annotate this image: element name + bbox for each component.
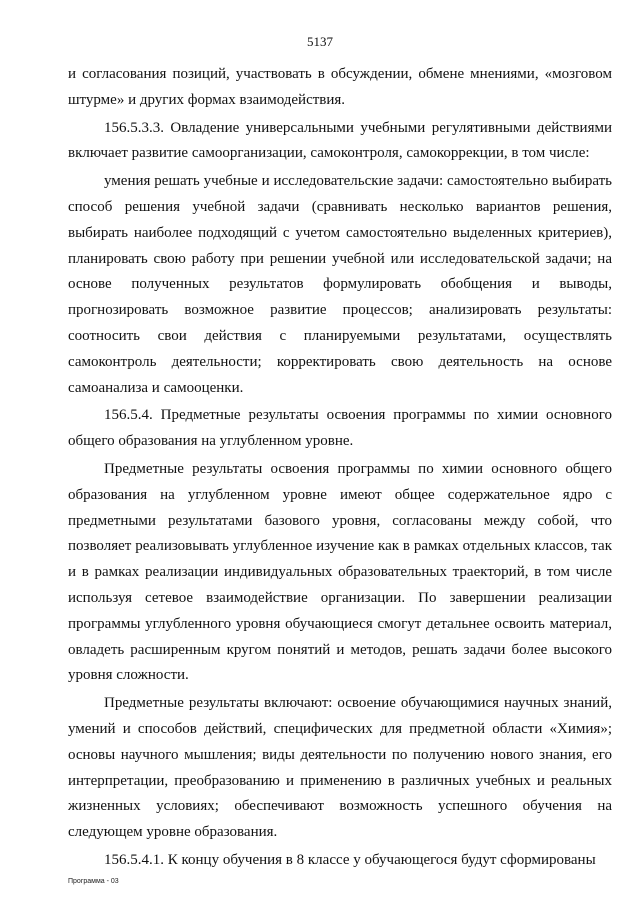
paragraph-results-include: Предметные результаты включают: освоение обучающимися научных знаний, умений и способов действий, специфических для предметной области «Химия»; основы научного мышления; виды деятельности по получению нового знания, его интерпретации, преобразованию и применению в различных учебных и реальных жизненных условиях; обеспечивают возможность успешного обучения на следующем уровне образования.	[68, 695, 612, 841]
document-body	[68, 62, 612, 874]
paragraph-continuation: и согласования позиций, участвовать в обсуждении, обмене мнениями, «мозговом штурме» и других формах взаимодействия.	[68, 66, 612, 108]
paragraph-156-5-3-3: 156.5.3.3. Овладение универсальными учебными регулятивными действиями включает развитие самоорганизации, самоконтроля, самокоррекции, в том числе:	[68, 119, 612, 162]
paragraph-skills-list: умения решать учебные и исследовательские задачи: самостоятельно выбирать способ решения учебной задачи (сравнивать несколько вариантов решения, выбирать наиболее подходящий с учетом самостоятельно выделенных критериев), планировать свою работу при решении учебной или исследовательской задачи; на основе полученных результатов формулировать обобщения и выводы, прогнозировать возможное развитие процессов; анализировать результаты: соотносить свои действия с планируемыми результатами, осуществлять самоконтроль деятельности; корректировать свою деятельность на основе самоанализа и самооценки.	[68, 173, 612, 396]
page-footer: Программа - 03	[68, 878, 119, 885]
page-number: 5137	[307, 34, 333, 49]
paragraph-subject-results: Предметные результаты освоения программы по химии основного общего образования на углубленном уровне имеют общее содержательное ядро с предметными результатами базового уровня, согласованы между собой, что позволяет реализовывать углубленное изучение как в рамках отдельных классов, так и в рамках реализации индивидуальных образовательных траекторий, в том числе используя сетевое взаимодействие организации. По завершении реализации программы углубленного уровня обучающиеся смогут детальнее освоить материал, овладеть расширенным кругом понятий и методов, решать задачи более высокого уровня сложности.	[68, 460, 612, 684]
paragraph-156-5-4-1: 156.5.4.1. К концу обучения в 8 классе у обучающегося будут сформированы	[104, 851, 596, 868]
paragraph-156-5-4: 156.5.4. Предметные результаты освоения программы по химии основного общего образования на углубленном уровне.	[68, 407, 612, 450]
